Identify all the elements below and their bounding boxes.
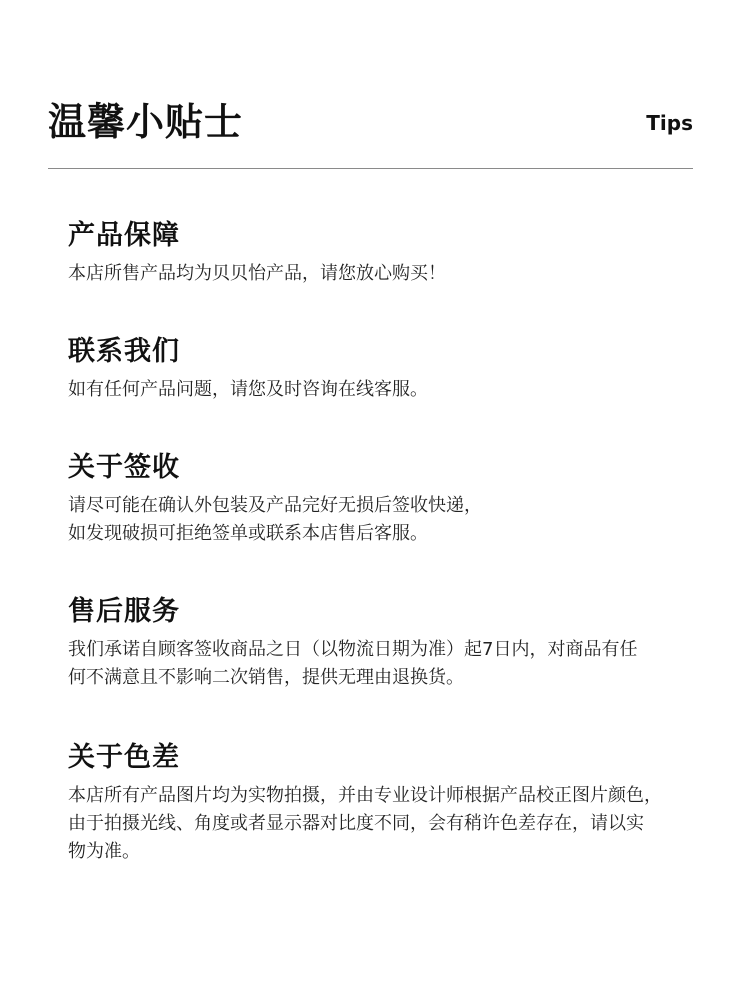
header-divider [48,168,693,169]
section-body: 我们承诺自顾客签收商品之日（以物流日期为准）起7日内，对商品有任 何不满意且不影响二次销售，提供无理由退换货。 [68,639,638,688]
section-about-receipt [68,450,708,548]
tips-label: Tips [646,111,693,135]
section-color-difference [68,740,708,866]
section-body: 如有任何产品问题，请您及时咨询在线客服。 [68,379,428,400]
section-product-guarantee [68,218,708,288]
page-title: 温馨小贴士 [48,100,244,144]
section-body: 请尽可能在确认外包装及产品完好无损后签收快递， 如发现破损可拒绝签单或联系本店售后客服。 [68,495,482,544]
section-after-sales [68,594,708,692]
section-title: 关于签收 [68,452,180,483]
section-title: 关于色差 [68,742,180,773]
section-title: 产品保障 [68,220,180,251]
section-contact-us [68,334,708,404]
header [48,92,693,152]
section-body: 本店所有产品图片均为实物拍摄，并由专业设计师根据产品校正图片颜色， 由于拍摄光线、角度或者显示器对比度不同，会有稍许色差存在，请以实 物为准。 [68,785,662,862]
section-title: 联系我们 [68,336,180,367]
section-body: 本店所售产品均为贝贝怡产品，请您放心购买！ [68,263,446,284]
section-title: 售后服务 [68,596,180,627]
